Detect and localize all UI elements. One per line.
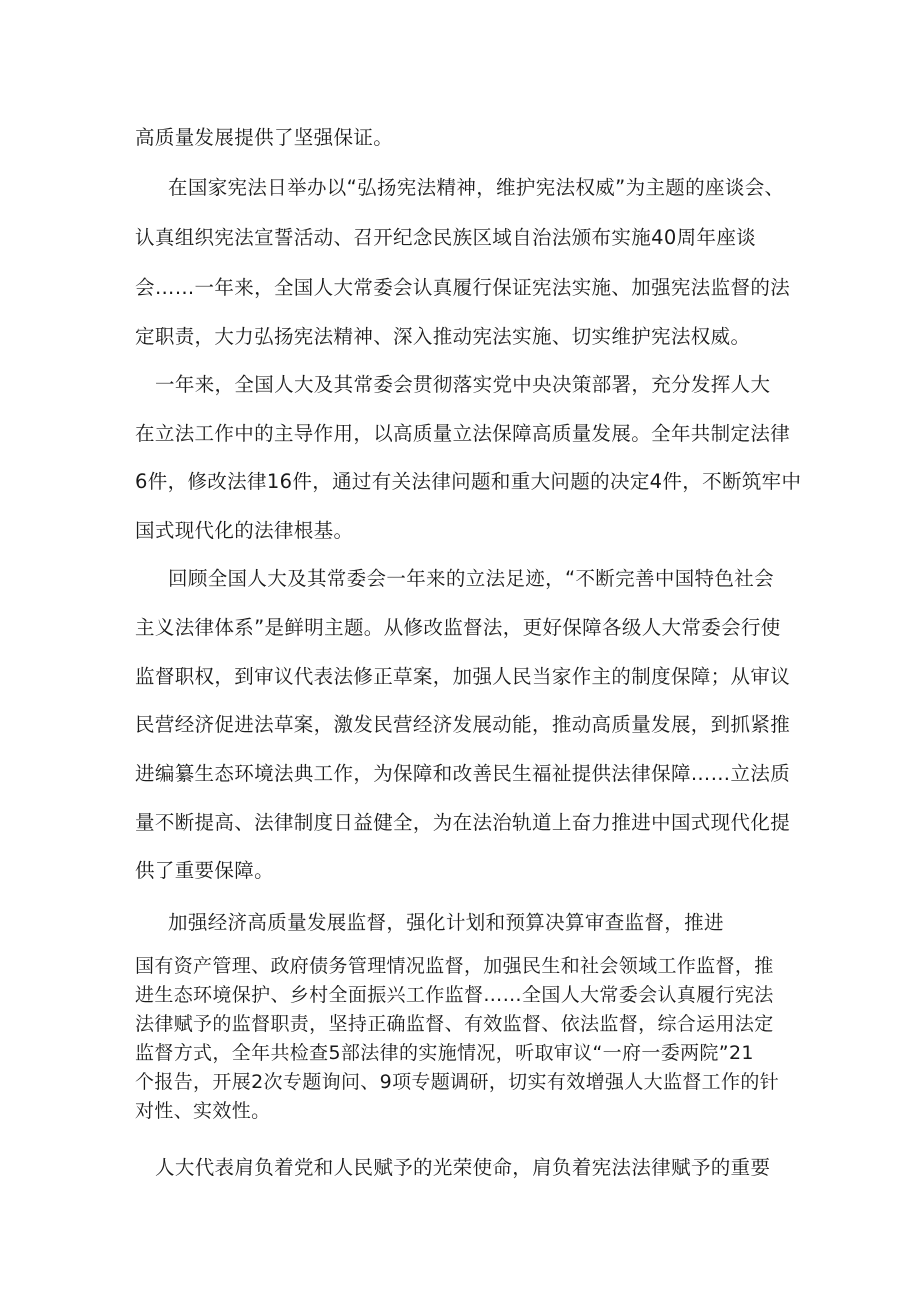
text-line: 对性、实效性。: [135, 1100, 271, 1122]
text-line: 监督方式，全年共检查5部法律的实施情况，听取审议“一府一委两院”21: [135, 1042, 754, 1064]
text-line: 认真组织宪法宣誓活动、召开纪念民族区域自治法颁布实施40周年座谈: [135, 226, 757, 249]
text-line: 监督职权，到审议代表法修正草案，加强人民当家作主的制度保障；从审议: [135, 665, 791, 688]
text-line: 回顾全国人大及其常委会一年来的立法足迹，“不断完善中国特色社会: [168, 567, 774, 590]
text-line: 加强经济高质量发展监督，强化计划和预算决算审查监督，推进: [168, 911, 724, 934]
text-line: 量不断提高、法律制度日益健全，为在法治轨道上奋力推进中国式现代化提: [135, 811, 791, 834]
text-line: 会……一年来，全国人大常委会认真履行保证宪法实施、加强宪法监督的法: [135, 276, 791, 299]
text-line: 人大代表肩负着党和人民赋予的光荣使命，肩负着宪法法律赋予的重要: [155, 1156, 771, 1179]
text-line: 个报告，开展2次专题询问、9项专题调研，切实有效增强人大监督工作的针: [135, 1071, 780, 1093]
text-line: 在立法工作中的主导作用，以高质量立法保障高质量发展。全年共制定法律: [135, 422, 791, 445]
text-line: 供了重要保障。: [135, 859, 274, 882]
text-line: 6件，修改法律16件，通过有关法律问题和重大问题的决定4件，不断筑牢中: [135, 470, 802, 493]
text-line: 进生态环境保护、乡村全面振兴工作监督……全国人大常委会认真履行宪法: [135, 984, 774, 1006]
text-line: 主义法律体系”是鲜明主题。从修改监督法，更好保障各级人大常委会行使: [135, 616, 781, 639]
text-line: 一年来，全国人大及其常委会贯彻落实党中央决策部署，充分发挥人大: [155, 373, 771, 396]
text-line: 定职责，大力弘扬宪法精神、深入推动宪法实施、切实维护宪法权威。: [135, 325, 751, 348]
text-line: 民营经济促进法草案，激发民营经济发展动能，推动高质量发展，到抓紧推: [135, 713, 791, 736]
text-line: 进编纂生态环境法典工作，为保障和改善民生福祉提供法律保障……立法质: [135, 762, 791, 785]
text-line: 国式现代化的法律根基。: [135, 519, 354, 542]
text-line: 在国家宪法日举办以“弘扬宪法精神，维护宪法权威”为主题的座谈会、: [168, 176, 785, 199]
text-line: 高质量发展提供了坚强保证。: [135, 126, 394, 149]
text-line: 国有资产管理、政府债务管理情况监督，加强民生和社会领域工作监督，推: [135, 955, 774, 977]
text-line: 法律赋予的监督职责，坚持正确监督、有效监督、依法监督，综合运用法定: [135, 1013, 774, 1035]
